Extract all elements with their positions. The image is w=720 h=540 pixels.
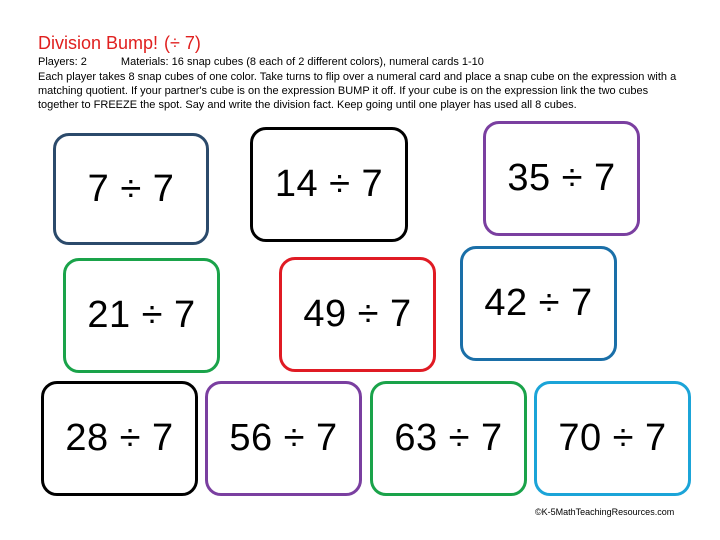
card-expression: 49 ÷ 7 <box>303 293 412 335</box>
players-text: Players: 2 <box>38 56 87 68</box>
players-materials-line <box>38 56 484 68</box>
card-expression: 63 ÷ 7 <box>394 417 503 459</box>
division-card[interactable] <box>63 258 220 373</box>
division-card[interactable] <box>205 381 362 496</box>
card-expression: 28 ÷ 7 <box>65 417 174 459</box>
division-card[interactable] <box>279 257 436 372</box>
worksheet-title <box>38 33 201 54</box>
division-card[interactable] <box>53 133 209 245</box>
card-expression: 56 ÷ 7 <box>229 417 338 459</box>
card-expression: 7 ÷ 7 <box>87 167 175 210</box>
title-symbol: (÷ 7) <box>164 33 201 53</box>
materials-text: Materials: 16 snap cubes (8 each of 2 different colors), numeral cards 1-10 <box>120 56 484 68</box>
division-card[interactable] <box>370 381 527 496</box>
division-card[interactable] <box>483 121 640 236</box>
card-expression: 35 ÷ 7 <box>507 157 616 199</box>
card-expression: 42 ÷ 7 <box>484 282 593 324</box>
instructions-text: Each player takes 8 snap cubes of one color. Take turns to flip over a numeral card and place a snap cube on the expression with a matching quotient. If your partner's cube is on the expression BUMP it off. If your cube is on the expression link the two cubes together to FREEZE the spot. Say and write the division fact. Keep going until one player has used all 8 cubes. <box>38 71 677 112</box>
division-card[interactable] <box>250 127 408 242</box>
division-card[interactable] <box>534 381 691 496</box>
card-expression: 70 ÷ 7 <box>558 417 667 459</box>
copyright-notice: ©K-5MathTeachingResources.com <box>535 507 675 517</box>
card-expression: 14 ÷ 7 <box>274 163 384 205</box>
division-card[interactable] <box>460 246 617 361</box>
card-expression: 21 ÷ 7 <box>87 294 196 336</box>
title-text: Division Bump! <box>38 33 159 53</box>
division-card[interactable] <box>41 381 198 496</box>
